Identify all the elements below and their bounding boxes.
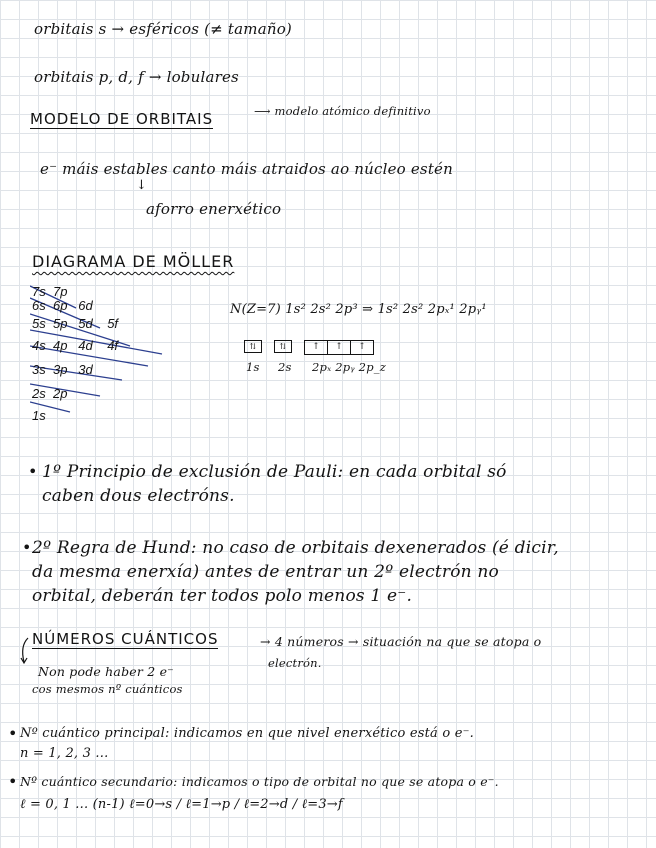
orbital-3p: 3p: [52, 362, 68, 377]
estables-line: e⁻ máis estables canto máis atraidos ao núcleo estén: [40, 160, 453, 178]
bullet-secundario: •: [8, 772, 18, 791]
bracket-arrow-icon: [18, 636, 32, 666]
moller-row-4: [32, 338, 118, 353]
label-2s: 2s: [278, 360, 292, 374]
orbital-boxes: [244, 340, 374, 355]
aforro-line: aforro enerxético: [146, 200, 282, 218]
moller-row-2: [32, 386, 67, 401]
orbital-4f: 4f: [107, 338, 119, 353]
orbital-5f: 5f: [107, 316, 119, 331]
arrow-down-icon: ↓: [136, 178, 148, 193]
numeros-heading: NÚMEROS CUÁNTICOS: [32, 630, 219, 648]
moller-row-5: [32, 316, 118, 331]
bullet-pauli: •: [28, 462, 38, 481]
orbital-3d: 3d: [78, 362, 93, 377]
moller-row-1: [32, 408, 46, 423]
modelo-definition-text: modelo atómico definitivo: [274, 104, 431, 118]
pauli-line-2: caben dous electróns.: [42, 486, 235, 506]
orbital-5d: 5d: [78, 316, 93, 331]
orbital-1s: 1s: [32, 408, 46, 423]
orbital-4s: 4s: [32, 338, 46, 353]
hund-line-3: orbital, deberán ter todos polo menos 1 e⁻.: [32, 586, 413, 606]
orbital-2p: 2p: [52, 386, 68, 401]
moller-row-3: [32, 362, 93, 377]
orbital-2s: 2s: [32, 386, 46, 401]
orbital-5p: 5p: [52, 316, 68, 331]
bullet-hund: •: [22, 538, 32, 557]
moller-heading: DIAGRAMA DE MÖLLER: [32, 252, 235, 271]
modelo-definition: [254, 104, 431, 118]
orbital-5s: 5s: [32, 316, 46, 331]
principal-line-2: n = 1, 2, 3 ...: [20, 746, 109, 761]
box-2p-group: [304, 340, 374, 355]
label-1s: 1s: [246, 360, 260, 374]
box-2py: ↑: [328, 341, 351, 354]
nitrogen-config: N(Z=7) 1s² 2s² 2p³ ⇒ 1s² 2s² 2pₓ¹ 2pᵧ¹: [230, 302, 487, 317]
box-2s: ⇅: [274, 340, 292, 353]
orbital-4p: 4p: [52, 338, 68, 353]
orbital-3s: 3s: [32, 362, 46, 377]
hund-line-2: da mesma enerxía) antes de entrar un 2º electrón no: [32, 562, 499, 582]
numeros-desc-2: electrón.: [268, 656, 322, 670]
pauli-line-1: 1º Principio de exclusión de Pauli: en cada orbital só: [42, 462, 507, 482]
arrow-right-icon: ⟶: [254, 104, 271, 118]
secundario-line-1: Nº cuántico secundario: indicamos o tipo de orbital no que se atopa o e⁻.: [20, 774, 499, 789]
modelo-heading: MODELO DE ORBITAIS: [30, 110, 214, 128]
box-1s: ⇅: [244, 340, 262, 353]
orbital-6s: 6s: [32, 298, 46, 313]
orbital-6d: 6d: [78, 298, 93, 313]
numeros-note-1: Non pode haber 2 e⁻: [38, 664, 174, 679]
orbital-6p: 6p: [52, 298, 68, 313]
orbital-7s: 7s: [32, 284, 46, 299]
principal-line-1: Nº cuántico principal: indicamos en que nivel enerxético está o e⁻.: [20, 726, 474, 741]
orbital-4d: 4d: [78, 338, 93, 353]
box-2px: ↑: [305, 341, 328, 354]
moller-row-6: [32, 298, 93, 313]
hund-line-1: 2º Regra de Hund: no caso de orbitais dexenerados (é dicir,: [32, 538, 559, 558]
secundario-line-2: ℓ = 0, 1 ... (n-1) ℓ=0→s / ℓ=1→p / ℓ=2→d / ℓ=3→f: [20, 797, 343, 812]
box-2pz: ↑: [358, 342, 366, 352]
moller-diagram: [30, 284, 230, 434]
note-line-s-orbitals: orbitais s → esféricos (≠ tamaño): [34, 20, 292, 38]
orbital-7p: 7p: [52, 284, 68, 299]
bullet-principal: •: [8, 724, 18, 743]
note-line-pdf-orbitals: orbitais p, d, f → lobulares: [34, 68, 239, 86]
numeros-desc-1: → 4 números → situación na que se atopa o: [260, 634, 542, 649]
moller-row-7: [32, 284, 67, 299]
numeros-note-2: cos mesmos nº cuánticos: [32, 682, 183, 696]
label-2p: 2pₓ 2pᵧ 2p_z: [312, 360, 386, 374]
